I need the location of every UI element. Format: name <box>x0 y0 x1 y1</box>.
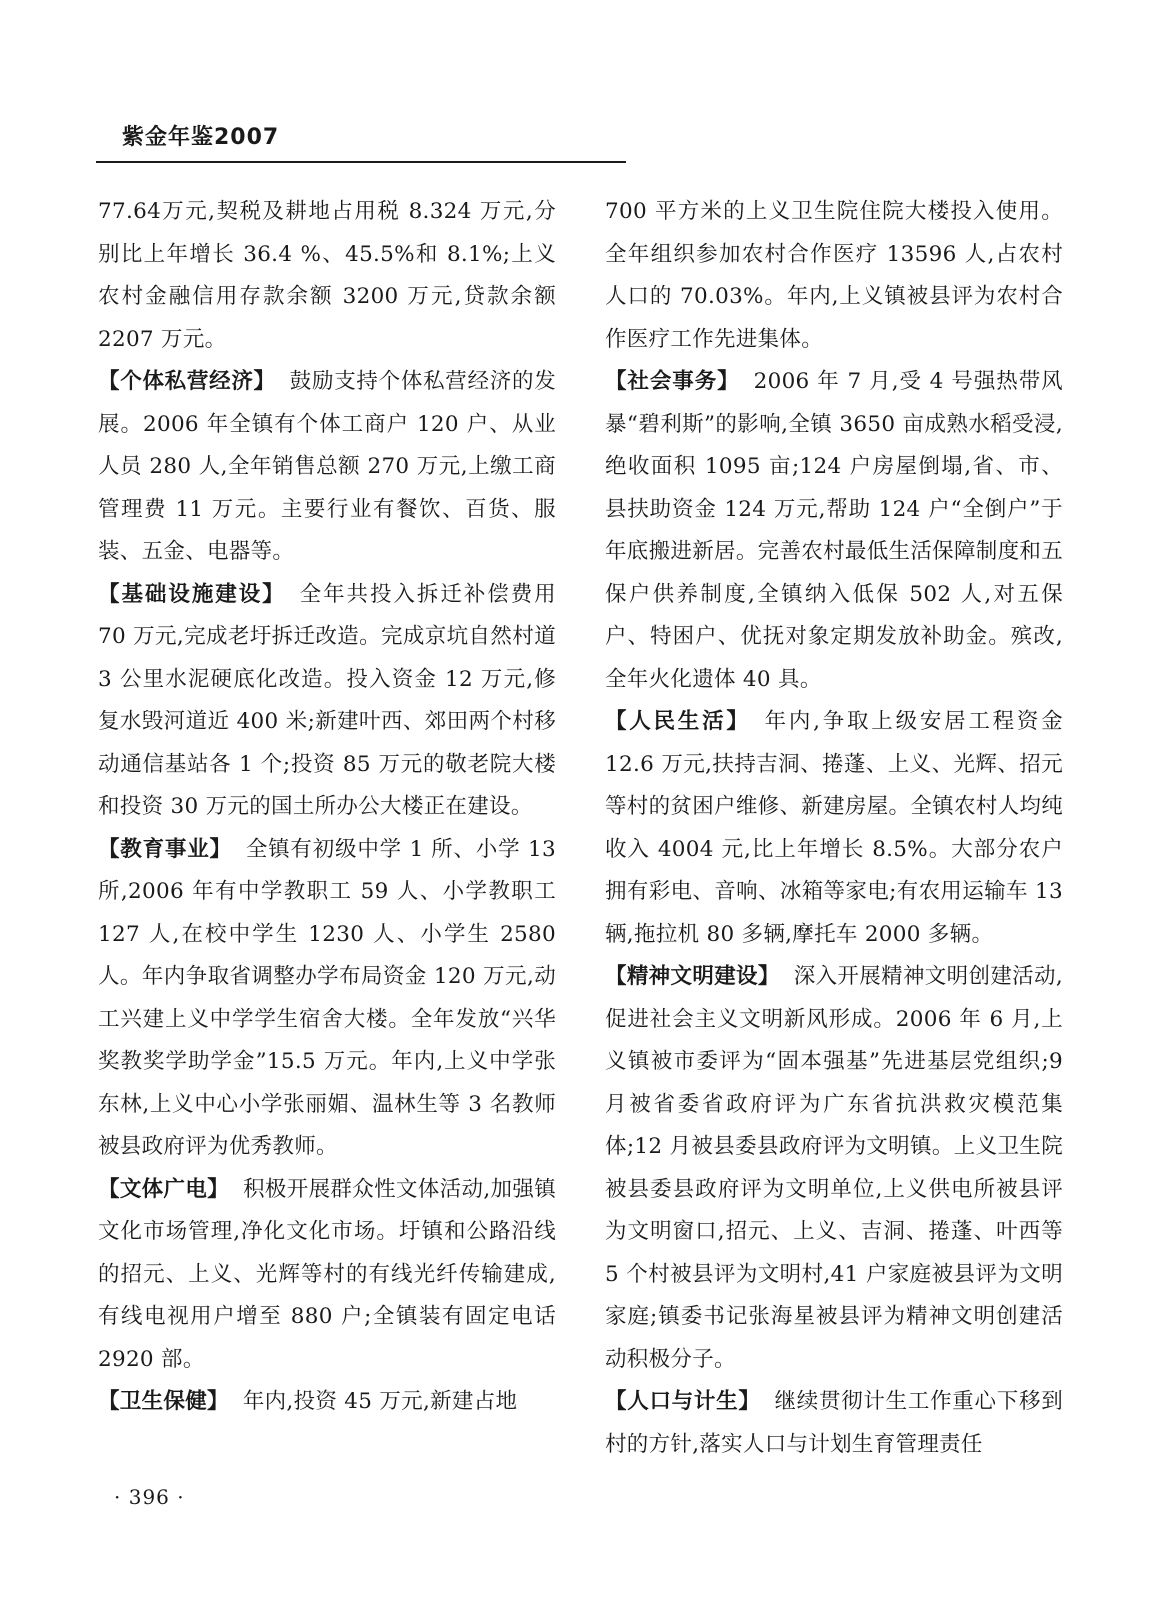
section-title: 【个体私营经济】 <box>98 369 276 394</box>
paragraph-text: 全年共投入拆迁补偿费用 70 万元,完成老圩拆迁改造。完成京坑自然村道 3 公里水泥硬底化改造。投入资金 12 万元,修复水毁河道近 400 米;新建叶西、郊田两个村移动通信基站各 1 个;投资 85 万元的敬老院大楼和投资 30 万元的国土所办公大楼正在建设。 <box>98 581 556 819</box>
paragraph-text: 继续贯彻计生工作重心下移到村的方针,落实人口与计划生育管理责任 <box>605 1389 1063 1457</box>
paragraph-text: 年内,争取上级安居工程资金 12.6 万元,扶持吉洞、捲蓬、上义、光辉、招元等村的贫困户维修、新建房屋。全镇农村人均纯收入 4004 元,比上年增长 8.5%。大部分农户拥有彩电、音响、冰箱等家电;有农用运输车 13 辆,拖拉机 80 多辆,摩托车 2000 多辆。 <box>605 709 1063 947</box>
section-title: 【教育事业】 <box>98 836 232 862</box>
paragraph-text: 77.64万元,契税及耕地占用税 8.324 万元,分别比上年增长 36.4 %、45.5%和 8.1%;上义农村金融信用存款余额 3200 万元,贷款余额 2207 万元。 <box>98 199 556 352</box>
section-title: 【人口与计生】 <box>605 1389 761 1414</box>
section-title: 【社会事务】 <box>605 369 740 394</box>
paragraph-text: 年内,投资 45 万元,新建占地 <box>242 1389 518 1414</box>
section-title: 【人民生活】 <box>605 709 751 734</box>
paragraph <box>605 191 1063 361</box>
running-header: 紫金年鉴2007 <box>122 125 280 150</box>
paragraph-text: 全镇有初级中学 1 所、小学 13 所,2006 年有中学教职工 59 人、小学教职工 127 人,在校中学生 1230 人、小学生 2580 人。年内争取省调整办学布局资金 120 万元,动工兴建上义中学学生宿舍大楼。全年发放“兴华奖教奖学助学金”15.5 万元。年内,上义中学张东林,上义中心小学张丽媚、温林生等 3 名教师被县政府评为优秀教师。 <box>98 836 557 1159</box>
paragraph-text: 鼓励支持个体私营经济的发展。2006 年全镇有个体工商户 120 户、从业人员 280 人,全年销售总额 270 万元,上缴工商管理费 11 万元。主要行业有餐饮、百货、服装、五金、电器等。 <box>98 369 556 564</box>
paragraph <box>605 361 1063 701</box>
paragraph <box>98 574 556 829</box>
paragraph <box>605 956 1063 1381</box>
section-title: 【基础设施建设】 <box>98 581 286 607</box>
paragraph-text: 积极开展群众性文体活动,加强镇文化市场管理,净化文化市场。圩镇和公路沿线的招元、上义、光辉等村的有线光纤传输建成,有线电视用户增至 880 户;全镇装有固定电话 2920 部。 <box>98 1176 556 1372</box>
right-column <box>605 191 1063 1466</box>
paragraph <box>98 361 556 574</box>
paragraph-text: 深入开展精神文明创建活动,促进社会主义文明新风形成。2006 年 6 月,上义镇被市委评为“固本强基”先进基层党组织;9 月被省委省政府评为广东省抗洪救灾模范集体;12 月被县委县政府评为文明镇。上义卫生院被县委县政府评为文明单位,上义供电所被县评为文明窗口,招元、上义、吉洞、捲蓬、叶西等 5 个村被县评为文明村,41 户家庭被县评为文明家庭;镇委书记张海星被县评为精神文明创建活动积极分子。 <box>605 964 1063 1372</box>
page-number: · 396 · <box>114 1485 185 1509</box>
section-title: 【卫生保健】 <box>98 1389 229 1414</box>
paragraph-text: 2006 年 7 月,受 4 号强热带风暴“碧利斯”的影响,全镇 3650 亩成熟水稻受浸,绝收面积 1095 亩;124 户房屋倒塌,省、市、县扶助资金 124 万元,帮助 124 户“全倒户”于年底搬进新居。完善农村最低生活保障制度和五保户供养制度,全镇纳入低保 502 人,对五保户、特困户、优抚对象定期发放补助金。殡改,全年火化遗体 40 具。 <box>605 369 1063 692</box>
section-title: 【文体广电】 <box>98 1176 230 1202</box>
paragraph <box>98 1169 556 1382</box>
paragraph <box>98 829 556 1169</box>
header-rule <box>96 161 626 163</box>
section-title: 【精神文明建设】 <box>605 964 780 989</box>
paragraph <box>98 191 556 361</box>
left-column <box>98 191 556 1424</box>
paragraph <box>98 1381 556 1424</box>
paragraph <box>605 1381 1063 1466</box>
paragraph <box>605 701 1063 956</box>
paragraph-text: 700 平方米的上义卫生院住院大楼投入使用。全年组织参加农村合作医疗 13596 人,占农村人口的 70.03%。年内,上义镇被县评为农村合作医疗工作先进集体。 <box>605 199 1063 352</box>
